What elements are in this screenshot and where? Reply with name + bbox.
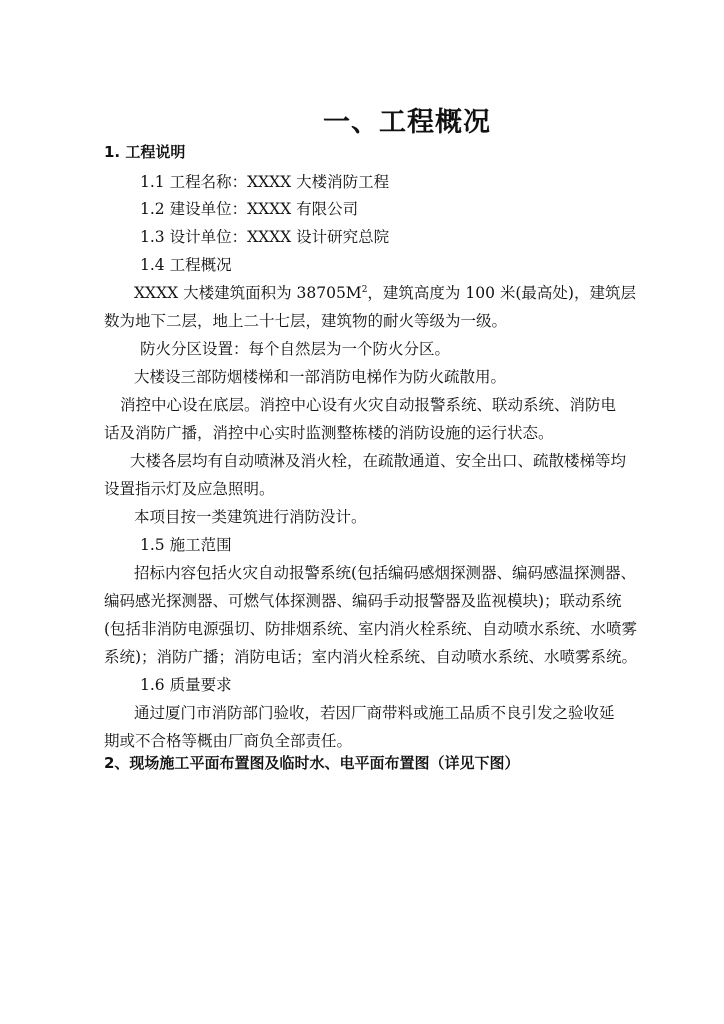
paragraph-4-line-1: 消控中心设在底层。消控中心设有火灾自动报警系统、联动系统、消防电 — [120, 396, 617, 414]
paragraph-8-line-2: 期或不合格等概由厂商负全部责任。 — [104, 732, 353, 750]
paragraph-5-line-1: 大楼各层均有自动喷淋及消火栓，在疏散通道、安全出口、疏散楼梯等均 — [130, 452, 627, 470]
item-1-3: 1.3 设计单位：XXXX 设计研究总院 — [140, 228, 390, 246]
item-1-1: 1.1 工程名称：XXXX 大楼消防工程 — [140, 173, 390, 191]
paragraph-8-line-1: 通过厦门市消防部门验收，若因厂商带料或施工品质不良引发之验收延 — [134, 704, 615, 722]
item-1-5: 1.5 施工范围 — [140, 536, 232, 554]
section-2-heading: 2、现场施工平面布置图及临时水、电平面布置图（详见下图） — [104, 754, 520, 772]
paragraph-7-line-3: (包括非消防电源强切、防排烟系统、室内消火栓系统、自动喷水系统、水喷雾 — [104, 620, 638, 638]
paragraph-1-line-1: XXXX 大楼建筑面积为 $38705M^2$，建筑高度为 100 米(最高处)，建筑层 — [134, 284, 636, 302]
page-title: 一、工程概况 — [323, 107, 491, 138]
paragraph-4-line-2: 话及消防广播，消控中心实时监测整栋楼的消防设施的运行状态。 — [104, 424, 554, 442]
paragraph-5-line-2: 设置指示灯及应急照明。 — [104, 480, 275, 498]
paragraph-3: 大楼设三部防烟楼梯和一部消防电梯作为防火疏散用。 — [134, 368, 507, 386]
paragraph-7-line-1: 招标内容包括火灾自动报警系统(包括编码感烟探测器、编码感温探测器、 — [134, 564, 637, 582]
item-1-6: 1.6 质量要求 — [140, 676, 232, 694]
paragraph-1-line-2: 数为地下二层，地上二十七层，建筑物的耐火等级为一级。 — [104, 312, 508, 330]
paragraph-7-line-2: 编码感光探测器、可燃气体探测器、编码手动报警器及监视模块)；联动系统 — [104, 592, 622, 610]
item-1-4: 1.4 工程概况 — [140, 256, 232, 274]
item-1-2: 1.2 建设单位：XXXX 有限公司 — [140, 200, 359, 218]
section-1-heading: 1. 工程说明 — [104, 143, 186, 161]
paragraph-7-line-4: 系统)；消防广播；消防电话；室内消火栓系统、自动喷水系统、水喷雾系统。 — [104, 648, 638, 666]
paragraph-6: 本项目按一类建筑进行消防没计。 — [134, 508, 367, 526]
paragraph-2: 防火分区设置：每个自然层为一个防火分区。 — [140, 340, 451, 358]
